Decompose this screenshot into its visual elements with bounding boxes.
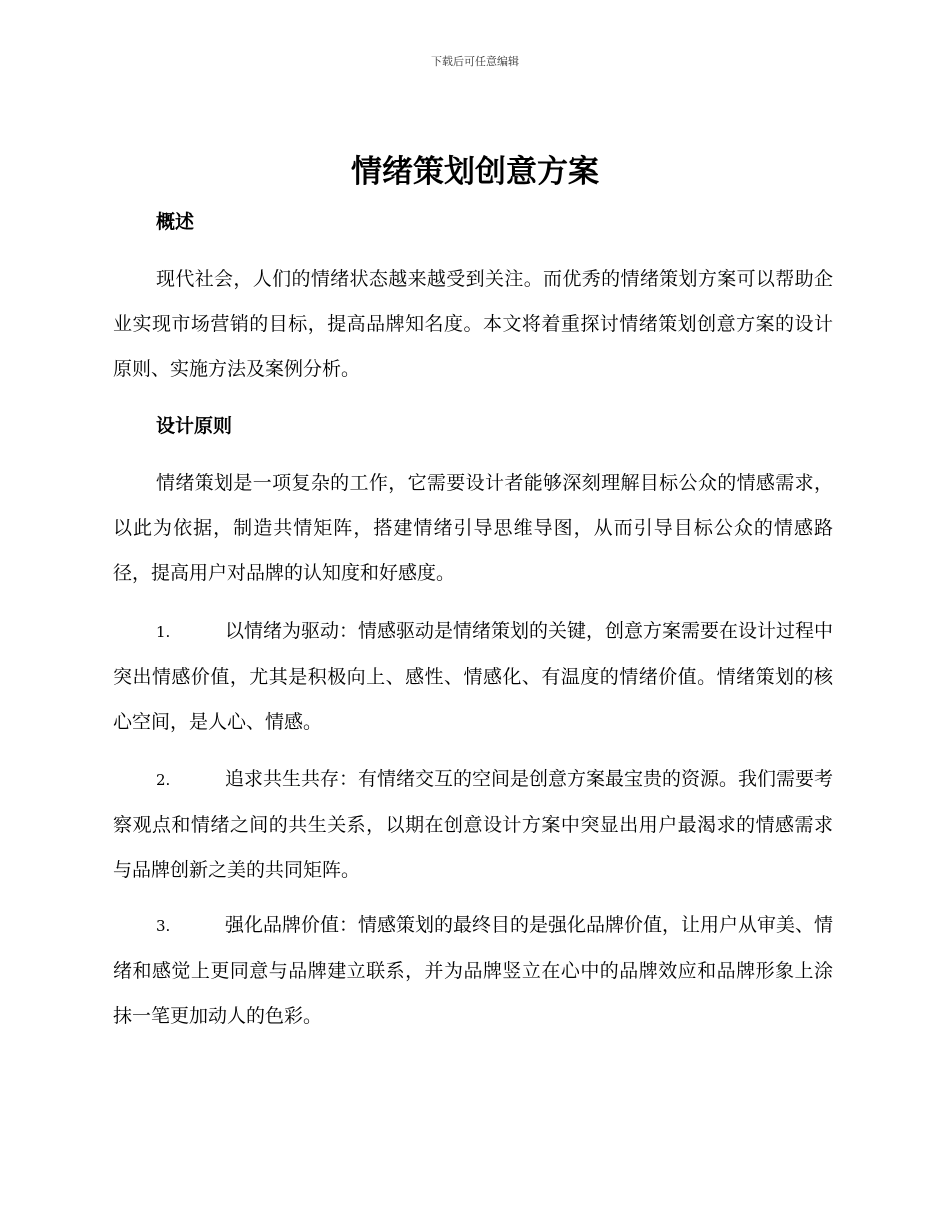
list-item (113, 609, 833, 745)
list-item-text: 以情绪为驱动：情感驱动是情绪策划的关键，创意方案需要在设计过程中突出情感价值，尤其是积极向上、感性、情感化、有温度的情绪价值。情绪策划的核心空间，是人心、情感。 (113, 620, 834, 733)
list-item (113, 757, 833, 893)
section-heading-overview: 概述 (156, 211, 195, 233)
list-item-text: 强化品牌价值：情感策划的最终目的是强化品牌价值，让用户从审美、情绪和感觉上更同意与品牌建立联系，并为品牌竖立在心中的品牌效应和品牌形象上涂抹一笔更加动人的色彩。 (113, 914, 834, 1027)
page-header-note: 下载后可任意编辑 (431, 55, 519, 68)
document-title: 情绪策划创意方案 (351, 154, 599, 190)
overview-paragraph: 现代社会，人们的情绪状态越来越受到关注。而优秀的情绪策划方案可以帮助企业实现市场营销的目标，提高品牌知名度。本文将着重探讨情绪策划创意方案的设计原则、实施方法及案例分析。 (113, 268, 833, 380)
design-principles-paragraph: 情绪策划是一项复杂的工作，它需要设计者能够深刻理解目标公众的情感需求，以此为依据，制造共情矩阵，搭建情绪引导思维导图，从而引导目标公众的情感路径，提高用户对品牌的认知度和好感度。 (113, 472, 833, 584)
list-item-number: 2. (156, 771, 171, 789)
section-heading-design-principles: 设计原则 (156, 415, 233, 437)
list-item (113, 903, 833, 1039)
list-item-number: 1. (156, 623, 171, 641)
list-item-text: 追求共生共存：有情绪交互的空间是创意方案最宝贵的资源。我们需要考察观点和情绪之间的共生关系，以期在创意设计方案中突显出用户最渴求的情感需求与品牌创新之美的共同矩阵。 (113, 768, 834, 881)
list-item-number: 3. (156, 917, 171, 935)
